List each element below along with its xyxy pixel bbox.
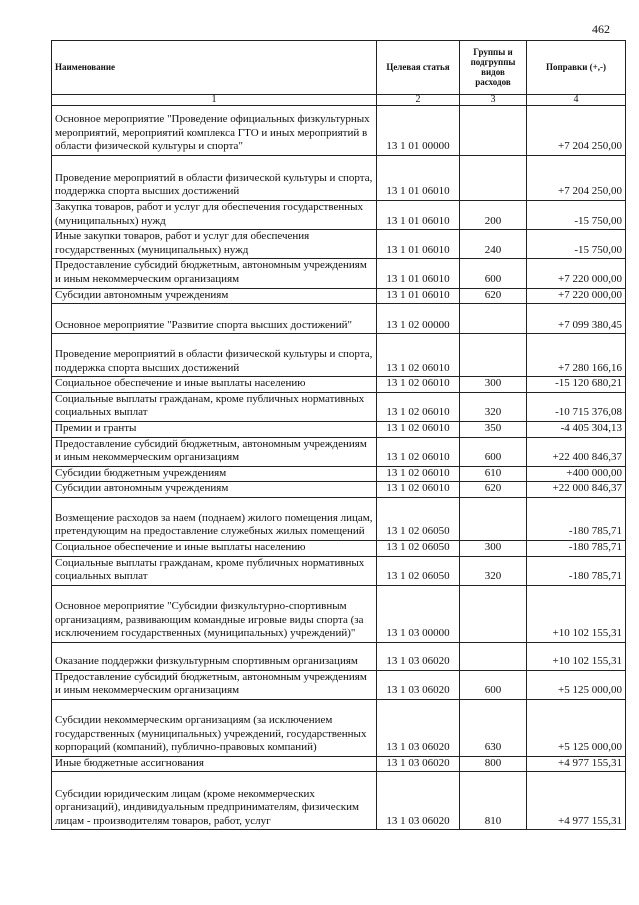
row-amount-cell: +5 125 000,00	[527, 670, 626, 699]
table-row	[52, 466, 626, 482]
row-group-cell	[460, 304, 527, 334]
row-group-cell: 610	[460, 466, 527, 482]
row-group-cell	[460, 334, 527, 377]
row-target-code-cell: 13 1 02 06050	[377, 497, 460, 540]
row-group-cell	[460, 106, 527, 156]
row-amount-cell: -4 405 304,13	[527, 421, 626, 437]
row-amount-cell: +4 977 155,31	[527, 756, 626, 772]
header-name: Наименование	[52, 41, 377, 95]
row-amount-cell: +7 280 166,16	[527, 334, 626, 377]
table-row	[52, 642, 626, 670]
amendments-table	[51, 40, 626, 830]
row-name-cell: Предоставление субсидий бюджетным, автономным учреждениям и иным некоммерческим организациям	[52, 437, 377, 466]
table-row	[52, 259, 626, 288]
table-row	[52, 230, 626, 259]
row-amount-cell: -15 120 680,21	[527, 377, 626, 393]
table-row	[52, 670, 626, 699]
table-row	[52, 377, 626, 393]
row-name-cell: Проведение мероприятий в области физической культуры и спорта, поддержка спорта высших достижений	[52, 334, 377, 377]
row-target-code-cell: 13 1 02 06010	[377, 437, 460, 466]
col-number: 3	[460, 95, 527, 106]
row-name-cell: Предоставление субсидий бюджетным, автономным учреждениям и иным некоммерческим организациям	[52, 259, 377, 288]
row-group-cell: 200	[460, 201, 527, 230]
row-group-cell: 240	[460, 230, 527, 259]
row-target-code-cell: 13 1 01 06010	[377, 288, 460, 304]
table-row	[52, 556, 626, 585]
table-row	[52, 437, 626, 466]
row-amount-cell: +22 000 846,37	[527, 482, 626, 498]
row-target-code-cell: 13 1 01 00000	[377, 106, 460, 156]
row-amount-cell: +10 102 155,31	[527, 642, 626, 670]
row-target-code-cell: 13 1 03 00000	[377, 585, 460, 642]
row-name-cell: Иные бюджетные ассигнования	[52, 756, 377, 772]
table-row	[52, 756, 626, 772]
row-amount-cell: +7 220 000,00	[527, 288, 626, 304]
row-name-cell: Социальное обеспечение и иные выплаты населению	[52, 540, 377, 556]
row-target-code-cell: 13 1 02 06010	[377, 334, 460, 377]
row-name-cell: Закупка товаров, работ и услуг для обеспечения государственных (муниципальных) нужд	[52, 201, 377, 230]
table-header-row	[52, 41, 626, 95]
row-name-cell: Возмещение расходов за наем (поднаем) жилого помещения лицам, претендующим на предоставление служебных жилых помещений	[52, 497, 377, 540]
row-target-code-cell: 13 1 03 06020	[377, 699, 460, 756]
row-name-cell: Субсидии юридическим лицам (кроме некоммерческих организаций), индивидуальным предпринимателям, физическим лицам - производителям товаров, работ, услуг	[52, 772, 377, 830]
row-name-cell: Субсидии автономным учреждениям	[52, 482, 377, 498]
row-target-code-cell: 13 1 02 06010	[377, 482, 460, 498]
row-group-cell: 630	[460, 699, 527, 756]
row-amount-cell: -15 750,00	[527, 230, 626, 259]
row-amount-cell: +4 977 155,31	[527, 772, 626, 830]
row-target-code-cell: 13 1 02 00000	[377, 304, 460, 334]
row-name-cell: Социальные выплаты гражданам, кроме публичных нормативных социальных выплат	[52, 392, 377, 421]
row-target-code-cell: 13 1 03 06020	[377, 670, 460, 699]
row-name-cell: Основное мероприятие "Развитие спорта высших достижений"	[52, 304, 377, 334]
row-group-cell: 300	[460, 377, 527, 393]
row-name-cell: Основное мероприятие "Проведение официальных физкультурных мероприятий, мероприятий комплекса ГТО и иных мероприятий в области физической культуры и спорта"	[52, 106, 377, 156]
row-amount-cell: +7 204 250,00	[527, 156, 626, 201]
row-target-code-cell: 13 1 03 06020	[377, 772, 460, 830]
row-name-cell: Субсидии бюджетным учреждениям	[52, 466, 377, 482]
header-target: Целевая статья	[377, 41, 460, 95]
col-number: 4	[527, 95, 626, 106]
row-group-cell: 320	[460, 556, 527, 585]
table-row	[52, 772, 626, 830]
row-group-cell: 600	[460, 259, 527, 288]
row-amount-cell: +10 102 155,31	[527, 585, 626, 642]
row-group-cell	[460, 642, 527, 670]
row-amount-cell: -10 715 376,08	[527, 392, 626, 421]
table-row	[52, 392, 626, 421]
header-groups: Группы и подгруппы видов расходов	[460, 41, 527, 95]
row-target-code-cell: 13 1 01 06010	[377, 201, 460, 230]
row-target-code-cell: 13 1 02 06050	[377, 540, 460, 556]
row-target-code-cell: 13 1 01 06010	[377, 230, 460, 259]
row-amount-cell: -180 785,71	[527, 540, 626, 556]
row-target-code-cell: 13 1 02 06010	[377, 421, 460, 437]
header-amendments: Поправки (+,-)	[527, 41, 626, 95]
row-group-cell	[460, 156, 527, 201]
row-group-cell: 800	[460, 756, 527, 772]
row-name-cell: Социальное обеспечение и иные выплаты населению	[52, 377, 377, 393]
row-target-code-cell: 13 1 01 06010	[377, 259, 460, 288]
row-group-cell: 320	[460, 392, 527, 421]
row-amount-cell: +7 099 380,45	[527, 304, 626, 334]
row-target-code-cell: 13 1 02 06010	[377, 392, 460, 421]
row-group-cell	[460, 497, 527, 540]
row-amount-cell: -180 785,71	[527, 556, 626, 585]
table-row	[52, 585, 626, 642]
row-name-cell: Оказание поддержки физкультурным спортивным организациям	[52, 642, 377, 670]
row-name-cell: Субсидии некоммерческим организациям (за исключением государственных (муниципальных) учреждений, государственных корпораций (компаний), публично-правовых компаний)	[52, 699, 377, 756]
table-row	[52, 106, 626, 156]
row-name-cell: Социальные выплаты гражданам, кроме публичных нормативных социальных выплат	[52, 556, 377, 585]
table-row	[52, 156, 626, 201]
page-number: 462	[592, 22, 610, 36]
row-amount-cell: -180 785,71	[527, 497, 626, 540]
row-name-cell: Субсидии автономным учреждениям	[52, 288, 377, 304]
row-group-cell: 620	[460, 482, 527, 498]
row-name-cell: Премии и гранты	[52, 421, 377, 437]
col-number: 2	[377, 95, 460, 106]
row-target-code-cell: 13 1 02 06010	[377, 377, 460, 393]
table-row	[52, 699, 626, 756]
table-row	[52, 334, 626, 377]
row-name-cell: Иные закупки товаров, работ и услуг для обеспечения государственных (муниципальных) нужд	[52, 230, 377, 259]
col-number: 1	[52, 95, 377, 106]
table-row	[52, 482, 626, 498]
row-amount-cell: +5 125 000,00	[527, 699, 626, 756]
row-amount-cell: +22 400 846,37	[527, 437, 626, 466]
table-row	[52, 201, 626, 230]
table-body	[52, 106, 626, 830]
row-amount-cell: -15 750,00	[527, 201, 626, 230]
row-name-cell: Проведение мероприятий в области физической культуры и спорта, поддержка спорта высших достижений	[52, 156, 377, 201]
row-amount-cell: +7 220 000,00	[527, 259, 626, 288]
table-row	[52, 421, 626, 437]
row-target-code-cell: 13 1 03 06020	[377, 642, 460, 670]
row-group-cell: 300	[460, 540, 527, 556]
row-target-code-cell: 13 1 01 06010	[377, 156, 460, 201]
row-group-cell: 810	[460, 772, 527, 830]
table-row	[52, 288, 626, 304]
row-name-cell: Основное мероприятие "Субсидии физкультурно-спортивным организациям, развивающим командные игровые виды спорта (за исключением государственных (муниципальных) учреждений)"	[52, 585, 377, 642]
row-target-code-cell: 13 1 02 06050	[377, 556, 460, 585]
table-row	[52, 304, 626, 334]
row-target-code-cell: 13 1 03 06020	[377, 756, 460, 772]
row-name-cell: Предоставление субсидий бюджетным, автономным учреждениям и иным некоммерческим организациям	[52, 670, 377, 699]
table-row	[52, 540, 626, 556]
column-number-row	[52, 95, 626, 106]
row-target-code-cell: 13 1 02 06010	[377, 466, 460, 482]
row-group-cell: 600	[460, 437, 527, 466]
row-group-cell: 600	[460, 670, 527, 699]
row-amount-cell: +400 000,00	[527, 466, 626, 482]
row-amount-cell: +7 204 250,00	[527, 106, 626, 156]
row-group-cell: 350	[460, 421, 527, 437]
row-group-cell: 620	[460, 288, 527, 304]
row-group-cell	[460, 585, 527, 642]
table-row	[52, 497, 626, 540]
